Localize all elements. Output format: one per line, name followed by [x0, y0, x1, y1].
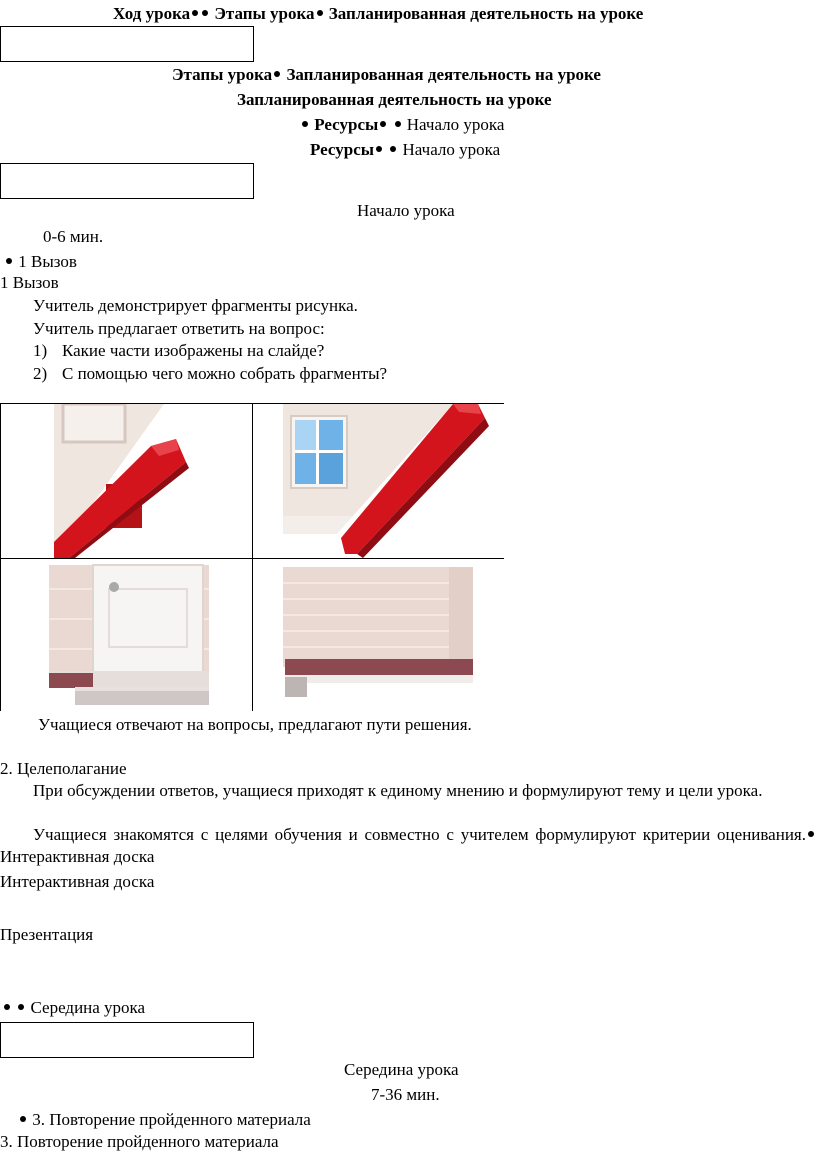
- bullet-icon: [4, 1004, 10, 1010]
- goal-paragraph-1: При обсуждении ответов, учащиеся приходят к единому мнению и формулируют тему и цели урока.: [33, 781, 763, 800]
- roof-fragment-image: [1, 404, 252, 558]
- door-fragment-image: [1, 559, 252, 711]
- fragments-table: [0, 403, 504, 711]
- fragment-siding: [253, 559, 504, 711]
- teacher-text-2: Учитель предлагает ответить на вопрос:: [33, 319, 325, 338]
- call-heading: 1 Вызов: [0, 273, 59, 292]
- fragment-window: [253, 404, 504, 558]
- middle-bullet: Середина урока: [2, 997, 145, 1019]
- middle-title: Середина урока: [344, 1060, 459, 1079]
- bullet-icon: [390, 146, 396, 152]
- students-answer: Учащиеся отвечают на вопросы, предлагают пути решения.: [38, 715, 472, 734]
- header-line-1: Ход урока Этапы урока Запланированная деятельность на уроке: [113, 4, 644, 23]
- header-line-4: Ресурсы Начало урока: [300, 114, 504, 136]
- board-label: Интерактивная доска: [0, 872, 155, 891]
- teacher-text-1: Учитель демонстрирует фрагменты рисунка.: [33, 296, 358, 315]
- window-fragment-image: [253, 404, 504, 558]
- goal-title: 2. Целеполагание: [0, 759, 127, 778]
- repeat-bullet: 3. Повторение пройденного материала: [18, 1109, 311, 1131]
- bullet-icon: [192, 10, 198, 16]
- bullet-icon: [317, 10, 323, 16]
- fragment-door: [1, 559, 252, 711]
- bullet-icon: [808, 831, 814, 837]
- header-line-5: Ресурсы Начало урока: [310, 140, 501, 159]
- bullet-icon: [18, 1004, 24, 1010]
- bullet-icon: [6, 258, 12, 264]
- goal-paragraph-2: Учащиеся знакомятся с целями обучения и совместно с учителем формулируют критерии оценивания. Интерактивная доска: [0, 824, 816, 868]
- question-1-num: 1): [33, 341, 48, 360]
- header-line-2: Этапы урока Запланированная деятельность на уроке: [172, 65, 601, 84]
- bullet-icon: [274, 71, 280, 77]
- fragment-roof-left: [1, 404, 252, 558]
- bullet-icon: [376, 146, 382, 152]
- start-time: 0-6 мин.: [43, 227, 104, 246]
- question-2-num: 2): [33, 364, 48, 383]
- table-divider: [1, 558, 503, 559]
- empty-box: [0, 26, 254, 62]
- question-2: С помощью чего можно собрать фрагменты?: [62, 364, 388, 383]
- question-1: Какие части изображены на слайде?: [62, 341, 325, 360]
- empty-box: [0, 163, 254, 199]
- start-title: Начало урока: [357, 201, 455, 220]
- bullet-icon: [380, 121, 386, 127]
- bullet-icon: [395, 121, 401, 127]
- siding-fragment-image: [253, 559, 504, 711]
- table-divider: [252, 404, 253, 710]
- repeat-heading: 3. Повторение пройденного материала: [0, 1132, 279, 1151]
- empty-box: [0, 1022, 254, 1058]
- bullet-icon: [20, 1116, 26, 1122]
- presentation-label: Презентация: [0, 925, 94, 944]
- header-line-3: Запланированная деятельность на уроке: [237, 90, 552, 109]
- call-bullet: 1 Вызов: [4, 251, 77, 273]
- bullet-icon: [202, 10, 208, 16]
- middle-time: 7-36 мин.: [371, 1085, 440, 1104]
- bullet-icon: [302, 121, 308, 127]
